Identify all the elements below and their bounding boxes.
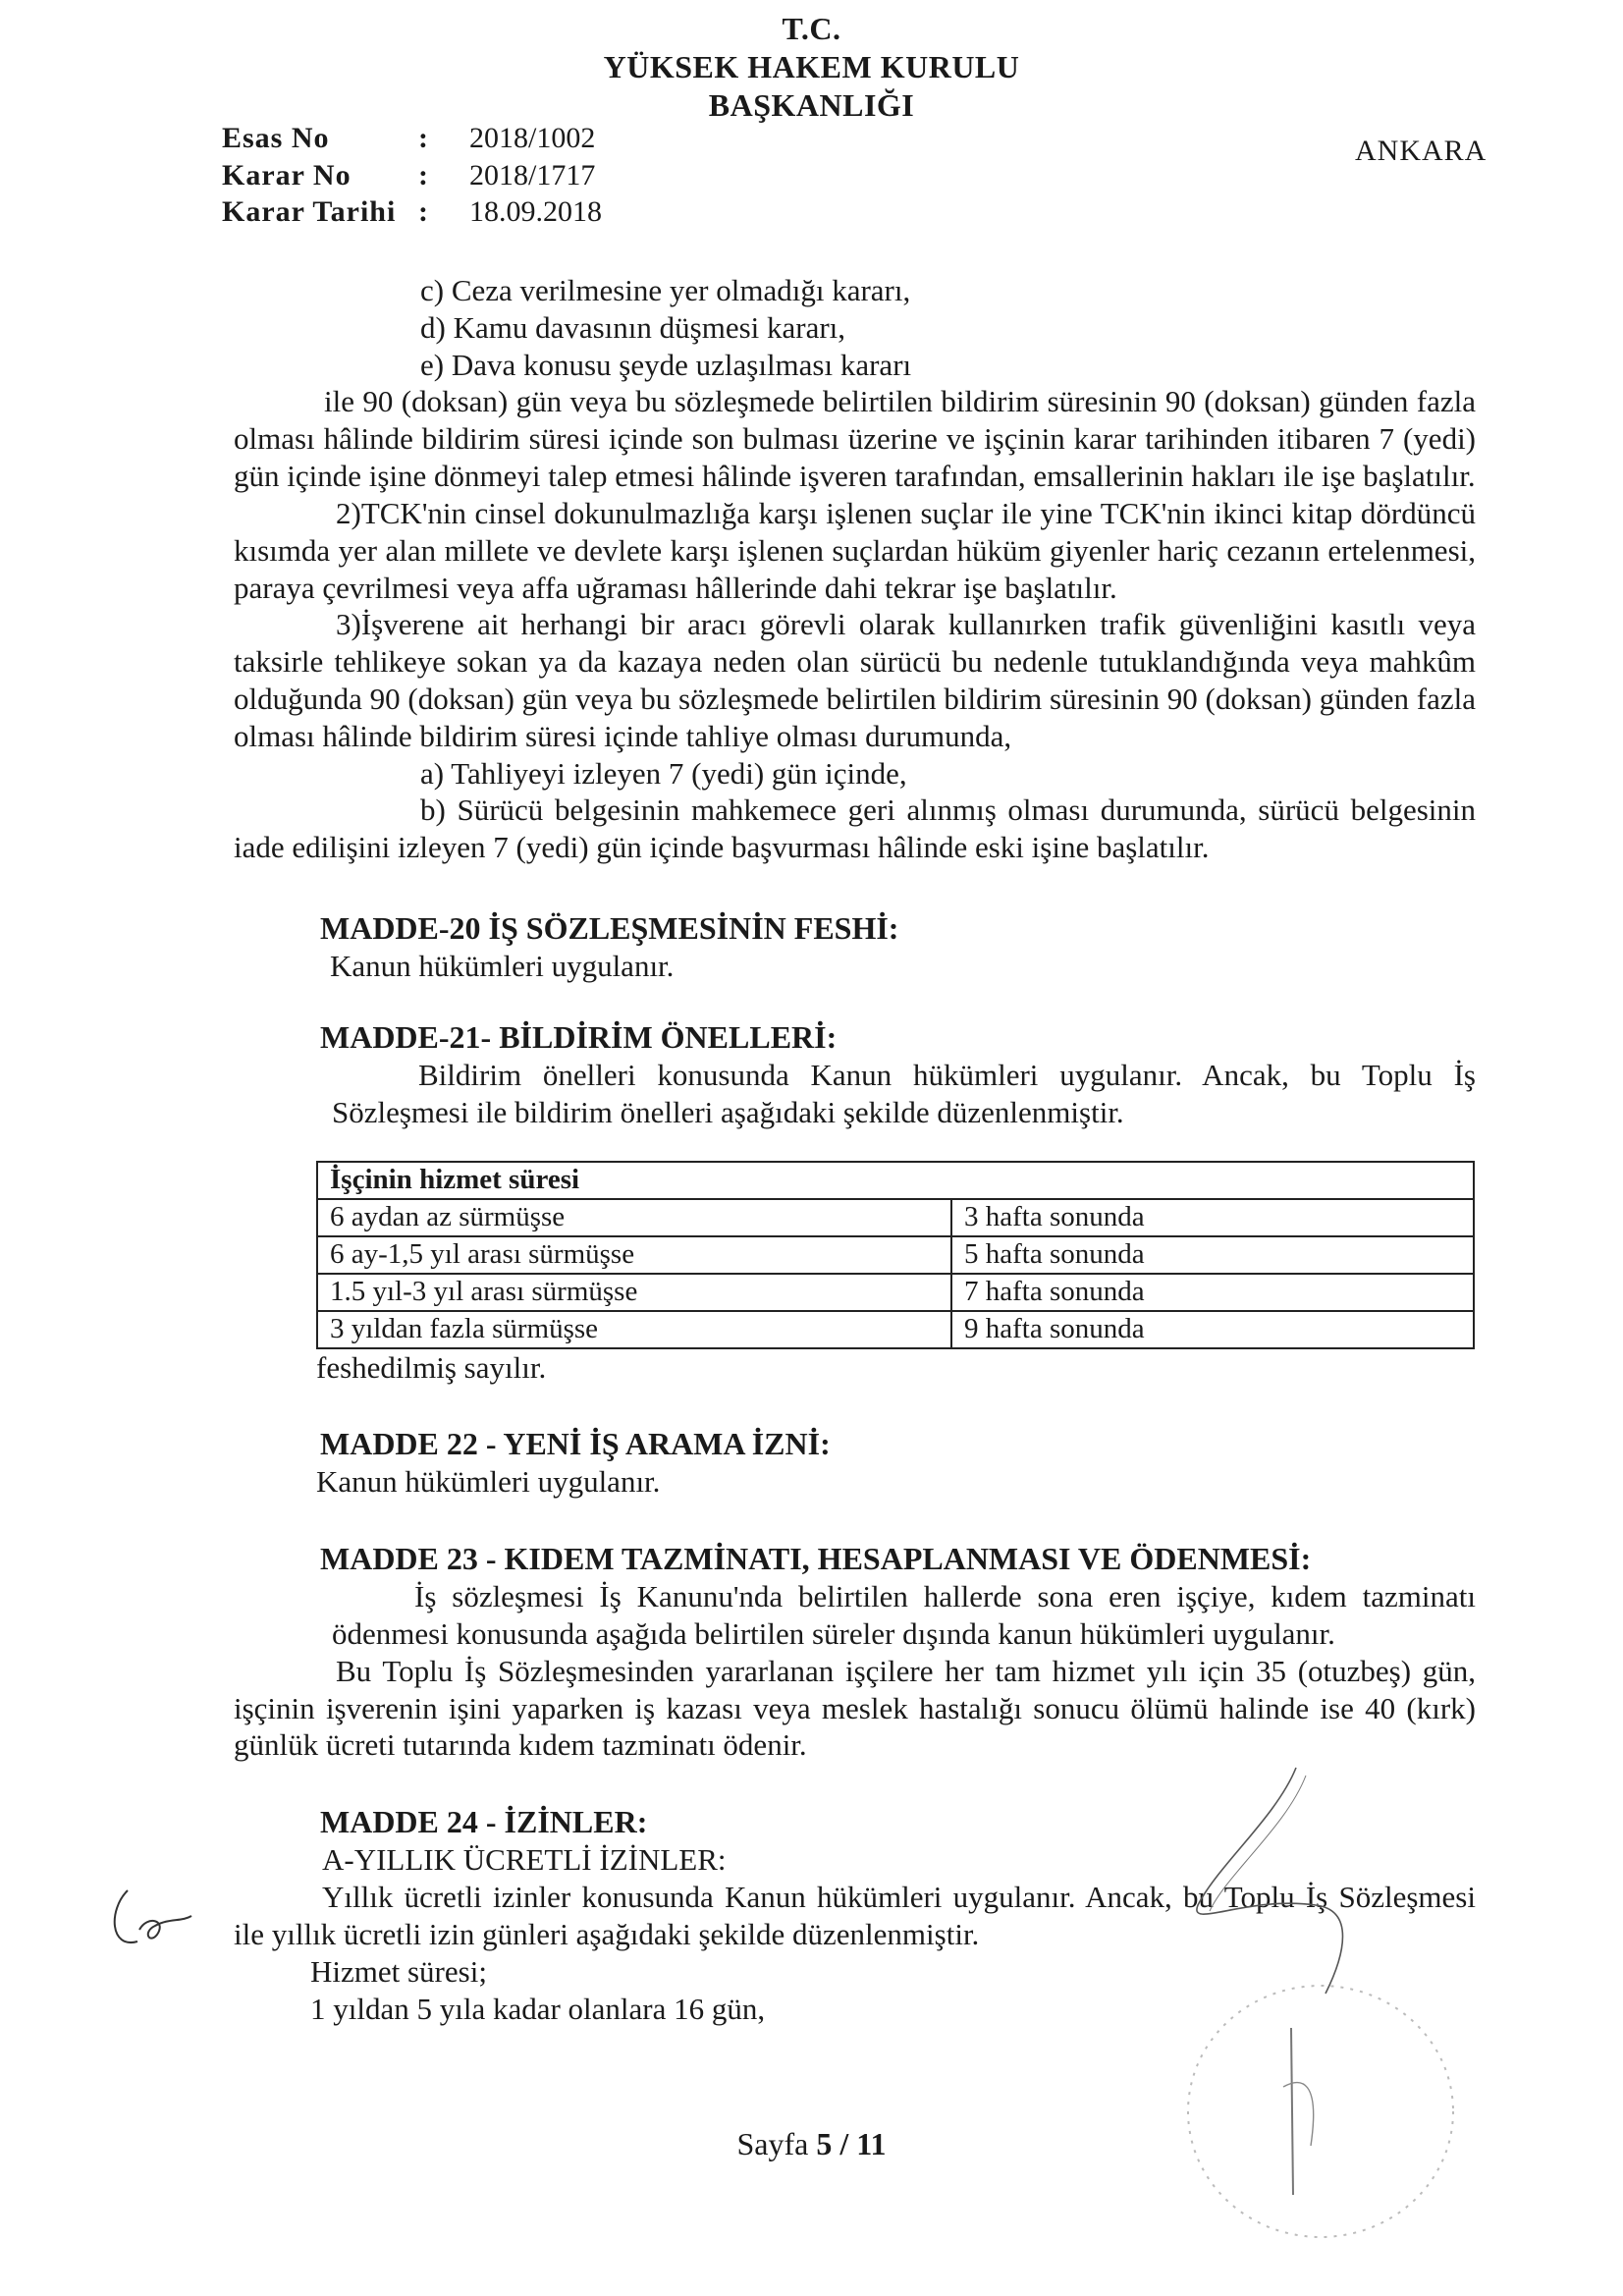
notice-cell: 3 hafta sonunda <box>951 1199 1474 1236</box>
page-prefix: Sayfa <box>736 2126 817 2161</box>
service-period-cell: 1.5 yıl-3 yıl arası sürmüşse <box>317 1274 951 1311</box>
header-tc: T.C. <box>782 11 841 46</box>
madde-20-heading: MADDE-20 İŞ SÖZLEŞMESİNİN FESHİ: <box>320 910 899 946</box>
table-row <box>317 1311 1474 1348</box>
meta-label: Karar Tarihi <box>222 195 397 228</box>
case-metadata <box>222 120 602 231</box>
table-row <box>317 1236 1474 1274</box>
madde-24-heading: MADDE 24 - İZİNLER: <box>320 1804 648 1840</box>
table-footnote: feshedilmiş sayılır. <box>316 1349 547 1385</box>
list-item-e: e) Dava konusu şeyde uzlaşılması kararı <box>420 347 912 382</box>
madde-23-heading: MADDE 23 - KIDEM TAZMİNATI, HESAPLANMASI VE ÖDENMESİ: <box>320 1541 1312 1577</box>
madde-20-text: Kanun hükümleri uygulanır. <box>330 949 675 984</box>
city-label: ANKARA <box>1355 135 1488 167</box>
madde-21-text: Bildirim önelleri konusunda Kanun hükümleri uygulanır. Ancak, bu Toplu İş Sözleşmesi ile bildirim önelleri aşağıdaki şekilde düzenlenmiştir. <box>332 1057 1476 1129</box>
meta-value: 2018/1002 <box>469 122 596 154</box>
handwritten-initials-mark <box>98 1871 216 1969</box>
meta-separator: : <box>418 158 428 191</box>
table-header: İşçinin hizmet süresi <box>317 1162 1474 1199</box>
paragraph-3: 3)İşverene ait herhangi bir aracı görevli olarak kullanırken trafik güvenliğini kasıtlı veya taksirle tehlikeye sokan ya da kazaya neden olan sürücü bu nedenle tutuklandığında veya mahkûm olduğunda 90 (doksan) gün veya bu sözleşmede belirtilen bildirim süresinin 90 (doksan) günden fazla olması hâlinde bildirim süresi içinde tahliye olması durumunda, <box>234 607 1476 753</box>
meta-row <box>222 120 602 157</box>
list-item-c: c) Ceza verilmesine yer olmadığı kararı, <box>420 273 911 307</box>
meta-separator: : <box>418 122 428 154</box>
meta-row <box>222 157 602 194</box>
paragraph-1: ile 90 (doksan) gün veya bu sözleşmede belirtilen bildirim süresinin 90 (doksan) günden fazla olması hâlinde bildirim süresi içinde son bulması üzerine ve işçinin karar tarihinden itibaren 7 (yedi) gün içinde işine dönmeyi talep etmesi hâlinde işveren tarafından, emsallerinin hakları ile işe başlatılır. <box>234 384 1476 494</box>
list-item-a: a) Tahliyeyi izleyen 7 (yedi) gün içinde, <box>420 755 907 791</box>
header-department: BAŞKANLIĞI <box>708 87 915 124</box>
header-institution: YÜKSEK HAKEM KURULU <box>603 49 1020 85</box>
list-item-b: b) Sürücü belgesinin mahkemece geri alınmış olması durumunda, sürücü belgesinin iade edilişini izleyen 7 (yedi) gün içinde başvurması hâlinde eski işine başlatılır. <box>234 793 1476 865</box>
list-item-d: d) Kamu davasının düşmesi kararı, <box>420 309 846 345</box>
madde-24-line-2: 1 yıldan 5 yıla kadar olanlara 16 gün, <box>310 1991 766 2026</box>
table-row <box>317 1199 1474 1236</box>
faint-stamp-mark <box>1173 1969 1468 2254</box>
meta-value: 18.09.2018 <box>469 195 602 228</box>
service-period-cell: 6 ay-1,5 yıl arası sürmüşse <box>317 1236 951 1274</box>
madde-24-line-1: Hizmet süresi; <box>310 1953 487 1989</box>
madde-24-paragraph: Yıllık ücretli izinler konusunda Kanun hükümleri uygulanır. Ancak, bu Toplu İş Sözleşmesi ile yıllık ücretli izin günleri aşağıdaki şekilde düzenlenmiştir. <box>234 1880 1476 1951</box>
madde-21-heading: MADDE-21- BİLDİRİM ÖNELLERİ: <box>320 1018 838 1055</box>
service-period-cell: 3 yıldan fazla sürmüşse <box>317 1311 951 1348</box>
institution-header <box>0 10 1623 125</box>
madde-23-paragraph-1: İş sözleşmesi İş Kanunu'nda belirtilen hallerde sona eren işçiye, kıdem tazminatı ödenmesi konusunda aşağıda belirtilen süreler dışında kanun hükümleri uygulanır. <box>332 1579 1476 1651</box>
notice-cell: 5 hafta sonunda <box>951 1236 1474 1274</box>
madde-22-heading: MADDE 22 - YENİ İŞ ARAMA İZNİ: <box>320 1426 831 1462</box>
madde-22-text: Kanun hükümleri uygulanır. <box>316 1464 661 1500</box>
meta-separator: : <box>418 195 428 228</box>
page-count: 5 / 11 <box>816 2126 887 2161</box>
notice-cell: 7 hafta sonunda <box>951 1274 1474 1311</box>
meta-row <box>222 193 602 231</box>
notice-period-table <box>316 1161 1475 1349</box>
notice-cell: 9 hafta sonunda <box>951 1311 1474 1348</box>
service-period-cell: 6 aydan az sürmüşse <box>317 1199 951 1236</box>
meta-label: Esas No <box>222 122 330 154</box>
meta-value: 2018/1717 <box>469 158 596 191</box>
meta-label: Karar No <box>222 158 352 191</box>
paragraph-2: 2)TCK'nin cinsel dokunulmazlığa karşı işlenen suçlar ile yine TCK'nin ikinci kitap dördüncü kısımda yer alan millete ve devlete karşı işlenen suçlardan hüküm giyenler hariç cezanın ertelenmesi, paraya çevrilmesi veya affa uğraması hâllerinde dahi tekrar işe başlatılır. <box>234 495 1476 605</box>
madde-23-paragraph-2: Bu Toplu İş Sözleşmesinden yararlanan işçilere her tam hizmet yılı için 35 (otuzbeş) gün, işçinin işverenin işini yaparken iş kazası veya meslek hastalığı sonucu ölümü halinde ise 40 (kırk) günlük ücreti tutarında kıdem tazminatı ödenir. <box>234 1653 1476 1763</box>
table-header-row <box>317 1162 1474 1199</box>
madde-24-subheading: A-YILLIK ÜCRETLİ İZİNLER: <box>322 1842 727 1878</box>
table-row <box>317 1274 1474 1311</box>
